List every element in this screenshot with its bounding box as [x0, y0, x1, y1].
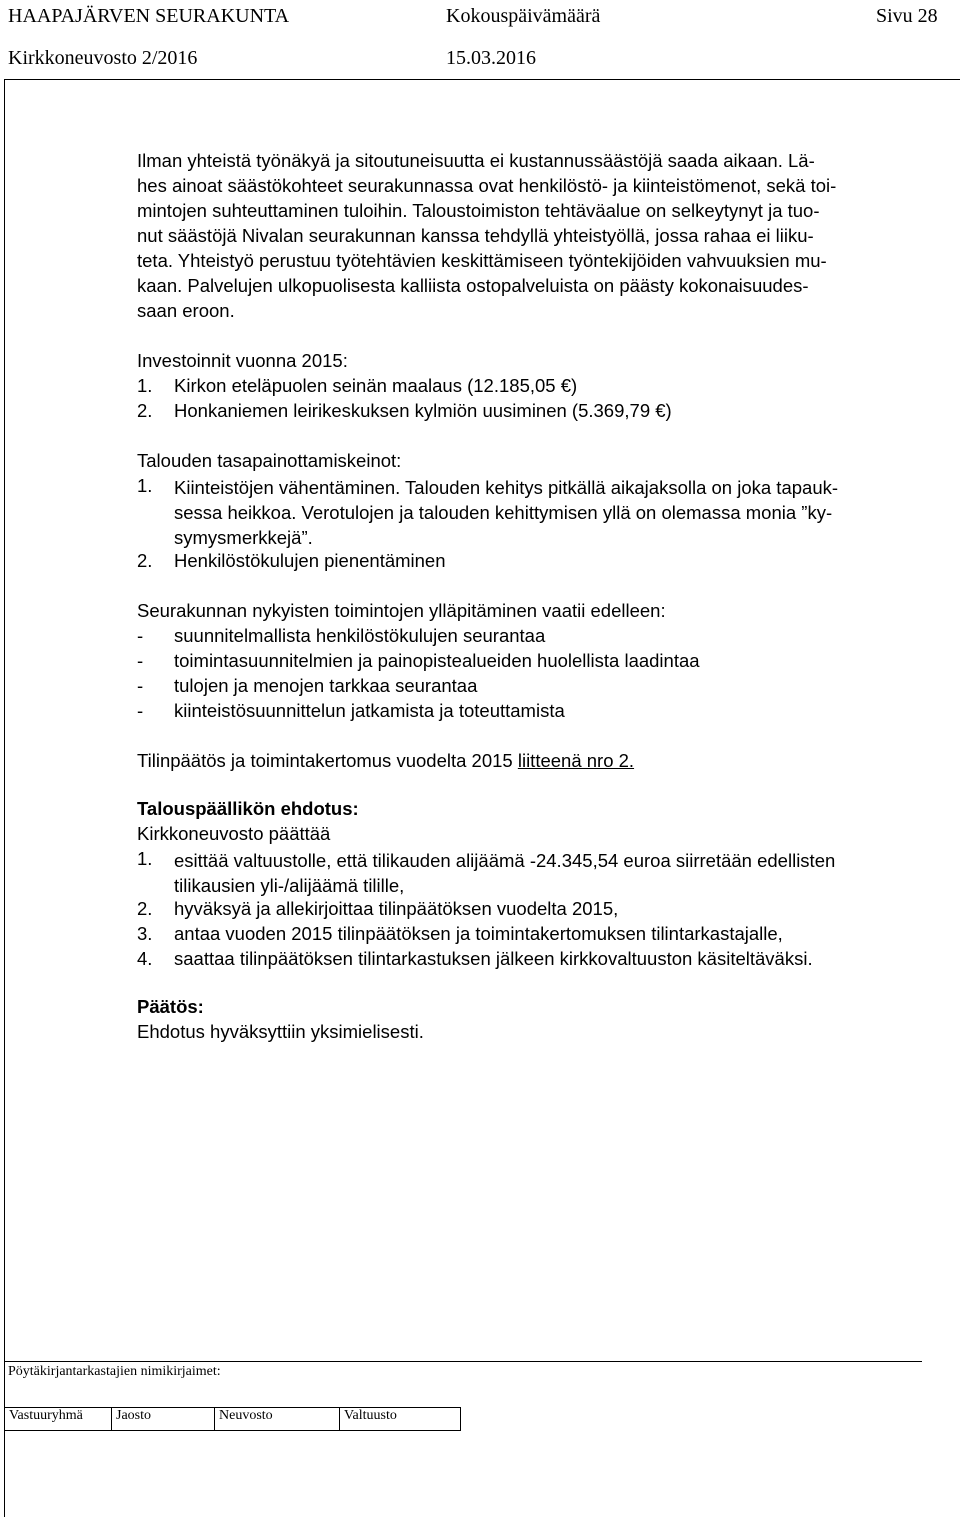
initials-label: Pöytäkirjantarkastajien nimikirjaimet: [8, 1364, 221, 1379]
signature-table [4, 1407, 461, 1431]
investments-heading: Investoinnit vuonna 2015: [137, 350, 348, 371]
bullet-dash: - [137, 650, 144, 671]
proposal-num: 3. [137, 923, 153, 944]
proposal-item: antaa vuoden 2015 tilinpäätöksen ja toimintakertomuksen tilintarkastajalle, [174, 923, 783, 944]
intro-paragraph [137, 148, 836, 323]
decision-heading: Päätös: [137, 996, 204, 1017]
balancing-num: 1. [137, 475, 153, 496]
balancing-item-line: Kiinteistöjen vähentäminen. Talouden kehitys pitkällä aikajaksolla on joka tapauk- [174, 477, 839, 498]
proposal-item [174, 848, 835, 898]
maintenance-item: suunnitelmallista henkilöstökulujen seurantaa [174, 625, 546, 646]
balancing-heading: Talouden tasapainottamiskeinot: [137, 450, 402, 471]
signature-cell-vastuuryhma: Vastuuryhmä [5, 1408, 112, 1431]
proposal-lead: Kirkkoneuvosto päättää [137, 823, 331, 844]
investment-num: 1. [137, 375, 153, 396]
proposal-item: hyväksyä ja allekirjoittaa tilinpäätöksen vuodelta 2015, [174, 898, 619, 919]
header-org: HAAPAJÄRVEN SEURAKUNTA [8, 5, 290, 27]
page-frame-left [4, 79, 5, 1517]
intro-line: hes ainoat säästökohteet seurakunnassa ovat henkilöstö- ja kiinteistömenot, sekä toi- [137, 175, 837, 196]
maintenance-item: toimintasuunnitelmien ja painopistealueiden huolellista laadintaa [174, 650, 700, 671]
balancing-item-line: symysmerkkejä”. [174, 527, 313, 548]
proposal-heading: Talouspäällikön ehdotus: [137, 798, 359, 819]
bullet-dash: - [137, 675, 144, 696]
header-date: 15.03.2016 [446, 47, 536, 69]
intro-line: mintojen suhteuttaminen tuloihin. Taloustoimiston tehtäväalue on selkeytynyt ja tuo- [137, 200, 820, 221]
balancing-item [174, 475, 838, 550]
signature-cell-jaosto: Jaosto [112, 1408, 215, 1431]
header-date-label: Kokouspäivämäärä [446, 5, 601, 27]
investment-item: Kirkon eteläpuolen seinän maalaus (12.185,05 €) [174, 375, 578, 396]
intro-line: nut säästöjä Nivalan seurakunnan kanssa tehdyllä yhteistyöllä, jossa rahaa ei liiku- [137, 225, 814, 246]
proposal-num: 4. [137, 948, 153, 969]
footer-rule [4, 1361, 922, 1362]
attachment-line [137, 750, 634, 772]
proposal-num: 1. [137, 848, 153, 869]
signature-cell-valtuusto: Valtuusto [340, 1408, 461, 1431]
page-frame-top [4, 79, 960, 80]
intro-line: saan eroon. [137, 300, 235, 321]
investment-item: Honkaniemen leirikeskuksen kylmiön uusiminen (5.369,79 €) [174, 400, 672, 421]
balancing-item: Henkilöstökulujen pienentäminen [174, 550, 446, 571]
attachment-text: Tilinpäätös ja toimintakertomus vuodelta 2015 [137, 750, 518, 771]
attachment-link[interactable]: liitteenä nro 2. [517, 750, 635, 771]
intro-line: teta. Yhteistyö perustuu työtehtävien keskittämiseen työntekijöiden vahvuuksien mu- [137, 250, 827, 271]
signature-cell-neuvosto: Neuvosto [215, 1408, 340, 1431]
maintenance-item: kiinteistösuunnittelun jatkamista ja toteuttamista [174, 700, 565, 721]
intro-line: kaan. Palvelujen ulkopuolisesta kalliista ostopalveluista on päästy kokonaisuudes- [137, 275, 809, 296]
header-page: Sivu 28 [876, 5, 938, 27]
header-body: Kirkkoneuvosto 2/2016 [8, 47, 198, 69]
proposal-item: saattaa tilinpäätöksen tilintarkastuksen jälkeen kirkkovaltuuston käsiteltäväksi. [174, 948, 813, 969]
bullet-dash: - [137, 625, 144, 646]
balancing-num: 2. [137, 550, 153, 571]
intro-line: Ilman yhteistä työnäkyä ja sitoutuneisuutta ei kustannussäästöjä saada aikaan. Lä- [137, 150, 815, 171]
bullet-dash: - [137, 700, 144, 721]
proposal-item-line: tilikausien yli-/alijäämä tilille, [174, 875, 405, 896]
proposal-num: 2. [137, 898, 153, 919]
maintenance-item: tulojen ja menojen tarkkaa seurantaa [174, 675, 478, 696]
proposal-item-line: esittää valtuustolle, että tilikauden alijäämä -24.345,54 euroa siirretään edellisten [174, 850, 836, 871]
maintenance-heading: Seurakunnan nykyisten toimintojen ylläpitäminen vaatii edelleen: [137, 600, 666, 621]
investment-num: 2. [137, 400, 153, 421]
decision-text: Ehdotus hyväksyttiin yksimielisesti. [137, 1021, 424, 1042]
balancing-item-line: sessa heikkoa. Verotulojen ja talouden kehittymisen yllä on olemassa monia ”ky- [174, 502, 833, 523]
